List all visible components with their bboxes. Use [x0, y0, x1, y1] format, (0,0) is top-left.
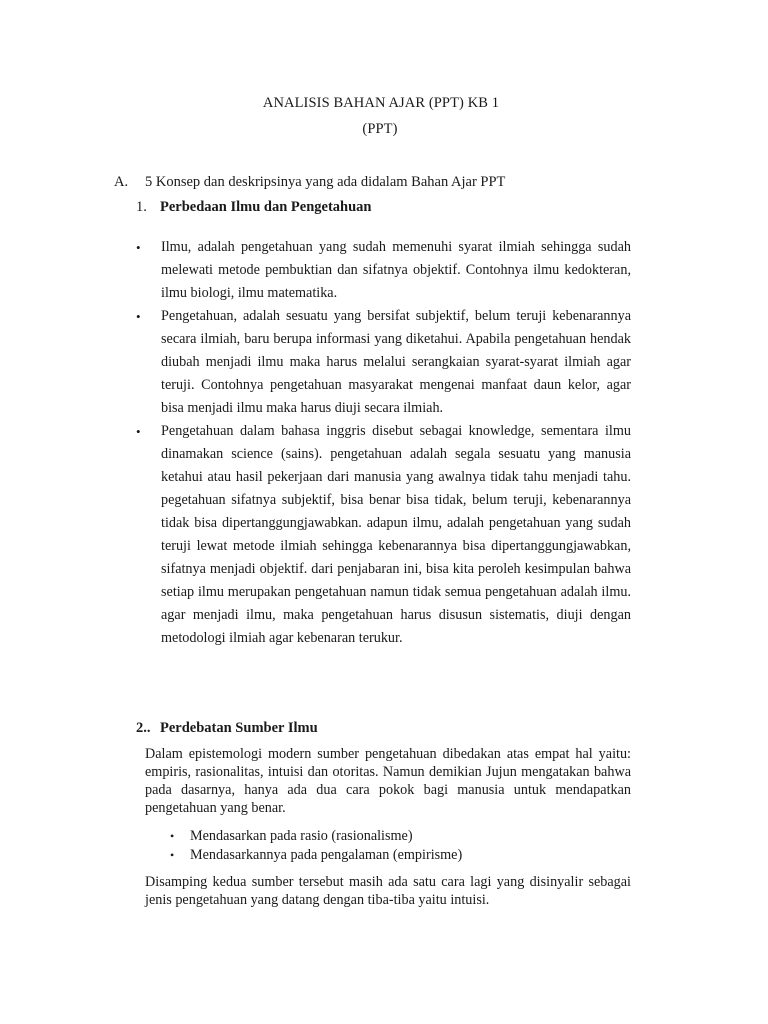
list-item-text: Pengetahuan dalam bahasa inggris disebut sebagai knowledge, sementara ilmu dinamakan science (sains). pengetahuan adalah segala sesuatu yang manusia ketahui atau hasil pekerjaan dari manusia yang awalnya tidak tahu menjadi tahu. pegetahuan sifatnya subjektif, bisa benar bisa tidak, belum teruji, kebenarannya tidak bisa dipertanggungjawabkan. adapun ilmu, adalah pengetahuan yang sudah teruji lewat metode ilmiah sehingga kebenarannya bisa dipertanggungjawabkan, sifatnya menjadi objektif. dari penjabaran ini, bisa kita peroleh kesimpulan bahwa setiap ilmu merupakan pengetahuan namun tidak semua pengetahuan adalah ilmu. agar menjadi ilmu, maka pengetahuan harus disusun sistematis, diuji dengan metodologi ilmiah agar kebenaran terukur.	[161, 423, 631, 646]
paragraph-2: Disamping kedua sumber tersebut masih ada satu cara lagi yang disinyalir sebagai jenis pengetahuan yang datang dengan tiba-tiba yaitu intuisi.	[145, 874, 631, 908]
paragraph-1: Dalam epistemologi modern sumber pengetahuan dibedakan atas empat hal yaitu: empiris, rasionalitas, intuisi dan otoritas. Namun demikian Jujun mengatakan bahwa pada dasarnya, hanya ada dua cara pokok bagi manusia untuk mendapatkan pengetahuan yang benar.	[145, 746, 631, 816]
list-item	[170, 827, 462, 846]
bullet-icon: •	[136, 424, 141, 439]
list-item	[136, 305, 631, 420]
heading-1-number: 1.	[136, 199, 147, 215]
list-item-text: Mendasarkan pada rasio (rasionalisme)	[190, 828, 413, 844]
heading-1-label: Perbedaan Ilmu dan Pengetahuan	[160, 199, 372, 215]
heading-2-number: 2..	[136, 720, 151, 736]
list-item-text: Pengetahuan, adalah sesuatu yang bersifat subjektif, belum teruji kebenarannya secara ilmiah, baru berupa informasi yang diketahui. Apabila pengetahuan hendak diubah menjadi ilmu maka harus melalui serangkaian syarat-syarat ilmiah agar teruji. Contohnya pengetahuan masyarakat mengenai manfaat daun kelor, agar bisa menjadi ilmu maka harus diuji secara ilmiah.	[161, 308, 631, 416]
document-title: ANALISIS BAHAN AJAR (PPT) KB 1	[262, 95, 500, 111]
section-a-text: 5 Konsep dan deskripsinya yang ada didalam Bahan Ajar PPT	[145, 174, 506, 190]
document-subtitle: (PPT)	[362, 121, 398, 137]
list-item	[136, 420, 631, 650]
bullet-icon: •	[170, 848, 175, 862]
bullet-icon: •	[136, 309, 141, 324]
bullet-list-2	[170, 827, 462, 865]
list-item-text: Ilmu, adalah pengetahuan yang sudah memenuhi syarat ilmiah sehingga sudah melewati metode pembuktian dan sifatnya objektif. Contohnya ilmu kedokteran, ilmu biologi, ilmu matematika.	[161, 239, 631, 301]
bullet-list-1	[136, 236, 631, 650]
section-a-marker: A.	[114, 174, 129, 190]
list-item	[170, 846, 462, 865]
heading-1	[136, 199, 372, 216]
list-item-text: Mendasarkannya pada pengalaman (empirisme)	[190, 847, 463, 863]
bullet-icon: •	[136, 240, 141, 255]
list-item	[136, 236, 631, 305]
heading-2	[136, 720, 318, 737]
heading-2-label: Perdebatan Sumber Ilmu	[160, 720, 318, 736]
bullet-icon: •	[170, 829, 175, 843]
